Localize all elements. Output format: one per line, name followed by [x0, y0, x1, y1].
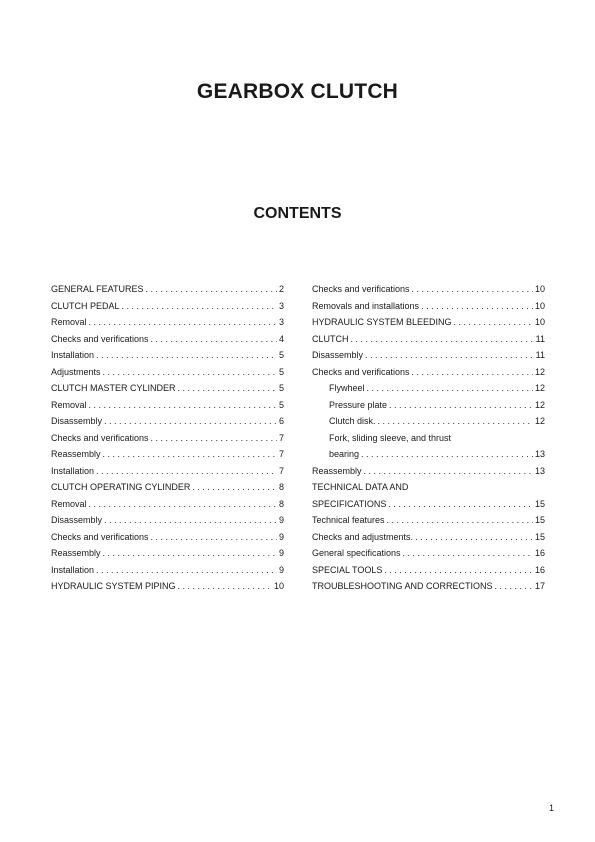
contents-heading: CONTENTS [253, 205, 342, 222]
leader-dots [104, 413, 277, 430]
toc-entry-label: Flywheel [329, 383, 365, 393]
toc-entry[interactable] [312, 578, 545, 595]
toc-entry-label: Removals and installations [312, 300, 420, 311]
toc-entry-label: Installation [51, 350, 95, 360]
toc-entry-label: Installation [51, 564, 95, 575]
toc-entry-label: Reassembly [51, 449, 101, 459]
toc-entry-page: 9 [278, 515, 284, 525]
toc-entry[interactable] [312, 479, 545, 496]
toc-entry-page: 15 [534, 515, 545, 525]
toc-entry-page: 15 [534, 531, 545, 542]
leader-dots [421, 298, 533, 315]
leader-dots [412, 281, 533, 298]
toc-entry-label: HYDRAULIC SYSTEM PIPING [51, 581, 176, 591]
toc-entry-page: 10 [273, 581, 284, 591]
toc-entry-label: Checks and adjustments. [312, 531, 414, 542]
toc-entry[interactable] [51, 331, 284, 348]
leader-dots [122, 298, 277, 315]
toc-entry[interactable] [51, 281, 284, 298]
leader-dots [89, 496, 277, 513]
toc-entry-page: 11 [535, 333, 545, 344]
toc-column-right [312, 281, 545, 595]
toc-entry-label: Technical features [312, 515, 385, 525]
toc-entry-label: Disassembly [51, 416, 103, 426]
toc-entry-page: 6 [278, 416, 284, 426]
toc-entry-label: Fork, sliding sleeve, and thrust [329, 432, 452, 443]
toc-entry[interactable] [51, 397, 284, 414]
toc-entry-page: 12 [534, 399, 545, 410]
toc-entry[interactable] [312, 529, 545, 546]
toc-entry-page: 10 [534, 284, 545, 294]
toc-entry-page: 13 [534, 449, 545, 459]
toc-entry-label: Checks and verifications [51, 432, 149, 443]
leader-dots [495, 578, 533, 595]
toc-entry[interactable] [51, 479, 284, 496]
toc-entry[interactable] [312, 331, 545, 348]
leader-dots [103, 364, 277, 381]
toc-entry-page: 7 [278, 449, 284, 459]
leader-dots [151, 331, 277, 348]
toc-entry-page: 2 [278, 284, 284, 294]
leader-dots [415, 529, 533, 546]
toc-entry[interactable] [312, 430, 545, 447]
leader-dots [454, 314, 533, 331]
toc-entry-page: 8 [278, 498, 284, 509]
toc-entry[interactable] [51, 314, 284, 331]
toc-entry[interactable] [51, 430, 284, 447]
leader-dots [192, 479, 277, 496]
toc-entry[interactable] [51, 298, 284, 315]
toc-entry-label: Pressure plate [329, 399, 388, 410]
leader-dots [361, 446, 533, 463]
toc-entry-label: bearing [329, 449, 360, 459]
toc-entry-page: 3 [278, 317, 284, 327]
toc-entry-label: CLUTCH PEDAL [51, 300, 120, 311]
toc-entry-label: CLUTCH MASTER CYLINDER [51, 383, 176, 393]
toc-entry[interactable] [51, 512, 284, 529]
toc-entry[interactable] [51, 562, 284, 579]
toc-entry-page: 10 [534, 300, 545, 311]
toc-entry[interactable] [312, 496, 545, 513]
toc-entry-label: GENERAL FEATURES [51, 284, 144, 294]
toc-entry-page: 5 [278, 383, 284, 393]
leader-dots [103, 545, 277, 562]
leader-dots [103, 446, 277, 463]
toc-entry-label: Adjustments [51, 366, 101, 377]
toc-entry[interactable] [312, 364, 545, 381]
toc-entry-page: 7 [278, 432, 284, 443]
toc-entry-label: Clutch disk. [329, 416, 376, 426]
toc-entry-label: TROUBLESHOOTING AND CORRECTIONS [312, 581, 493, 591]
toc-entry-page: 3 [278, 300, 284, 311]
toc-entry-label: Removal [51, 317, 87, 327]
toc-entry-label: Installation [51, 465, 95, 476]
toc-entry-label: General specifications [312, 548, 401, 558]
leader-dots [89, 314, 277, 331]
toc-entry[interactable] [312, 512, 545, 529]
leader-dots [151, 529, 277, 546]
toc-entry[interactable] [312, 347, 545, 364]
toc-entry-page: 5 [278, 350, 284, 360]
toc-entry-label: TECHNICAL DATA AND [312, 482, 409, 492]
leader-dots [384, 562, 533, 579]
leader-dots [378, 413, 533, 430]
leader-dots [89, 397, 277, 414]
toc-entry-label: SPECIAL TOOLS [312, 564, 383, 575]
toc-entry-page: 11 [535, 350, 545, 360]
toc-entry[interactable] [51, 463, 284, 480]
toc-entry-label: Disassembly [51, 515, 103, 525]
leader-dots [351, 331, 534, 348]
toc-entry[interactable] [51, 413, 284, 430]
toc-entry-label: Checks and verifications [51, 531, 149, 542]
toc-entry[interactable] [51, 380, 284, 397]
toc-entry-page: 12 [534, 416, 545, 426]
toc-entry-label: Reassembly [51, 548, 101, 558]
leader-dots [367, 380, 533, 397]
toc-entry[interactable] [312, 545, 545, 562]
leader-dots [96, 347, 277, 364]
toc-entry-label: Reassembly [312, 465, 362, 476]
leader-dots [146, 281, 277, 298]
leader-dots [364, 463, 533, 480]
leader-dots [96, 562, 277, 579]
toc-entry[interactable] [312, 380, 545, 397]
toc-entry[interactable] [51, 529, 284, 546]
toc-entry-page: 15 [534, 498, 545, 509]
toc-entry[interactable] [312, 281, 545, 298]
toc-entry-label: CLUTCH OPERATING CYLINDER [51, 482, 191, 492]
toc-entry[interactable] [312, 562, 545, 579]
toc-entry-label: Checks and verifications [51, 333, 149, 344]
toc-entry[interactable] [51, 446, 284, 463]
toc-entry-label: Checks and verifications [312, 284, 410, 294]
leader-dots [388, 496, 533, 513]
toc-entry[interactable] [51, 496, 284, 513]
toc-entry-label: Disassembly [312, 350, 364, 360]
toc-entry[interactable] [51, 545, 284, 562]
leader-dots [151, 430, 277, 447]
toc-entry-page: 9 [278, 564, 284, 575]
toc-entry-page: 12 [534, 383, 545, 393]
leader-dots [403, 545, 533, 562]
leader-dots [387, 512, 533, 529]
toc-entry[interactable] [312, 397, 545, 414]
leader-dots [178, 578, 272, 595]
leader-dots [389, 397, 533, 414]
toc-entry-page: 13 [534, 465, 545, 476]
toc-entry[interactable] [51, 364, 284, 381]
toc-column-left [51, 281, 284, 595]
leader-dots [96, 463, 277, 480]
page-number: 1 [549, 803, 555, 813]
toc-entry-page: 9 [278, 548, 284, 558]
toc-entry[interactable] [312, 413, 545, 430]
toc-entry-label: SPECIFICATIONS [312, 498, 387, 509]
toc-entry-page: 5 [278, 399, 284, 410]
toc-entry-label: CLUTCH [312, 333, 349, 344]
toc-entry[interactable] [312, 446, 545, 463]
leader-dots [365, 347, 534, 364]
toc-entry-label: Checks and verifications [312, 366, 410, 377]
toc-entry-label: Removal [51, 399, 87, 410]
toc-entry-label: HYDRAULIC SYSTEM BLEEDING [312, 317, 452, 327]
toc-entry-page: 16 [534, 564, 545, 575]
toc-entry[interactable] [312, 298, 545, 315]
toc-entry-page: 5 [278, 366, 284, 377]
toc-entry-label: Removal [51, 498, 87, 509]
toc-entry-page: 16 [534, 548, 545, 558]
leader-dots [412, 364, 533, 381]
toc-entry-page: 9 [278, 531, 284, 542]
toc-entry[interactable] [312, 463, 545, 480]
toc-entry[interactable] [312, 314, 545, 331]
toc-entry[interactable] [51, 347, 284, 364]
toc-entry-page: 4 [278, 333, 284, 344]
toc-entry-page: 7 [278, 465, 284, 476]
leader-dots [104, 512, 277, 529]
document-title: GEARBOX CLUTCH [196, 80, 399, 103]
toc-entry-page: 17 [534, 581, 545, 591]
toc-entry-page: 12 [534, 366, 545, 377]
toc-entry[interactable] [51, 578, 284, 595]
leader-dots [178, 380, 277, 397]
toc-entry-page: 10 [534, 317, 545, 327]
toc-entry-page: 8 [278, 482, 284, 492]
